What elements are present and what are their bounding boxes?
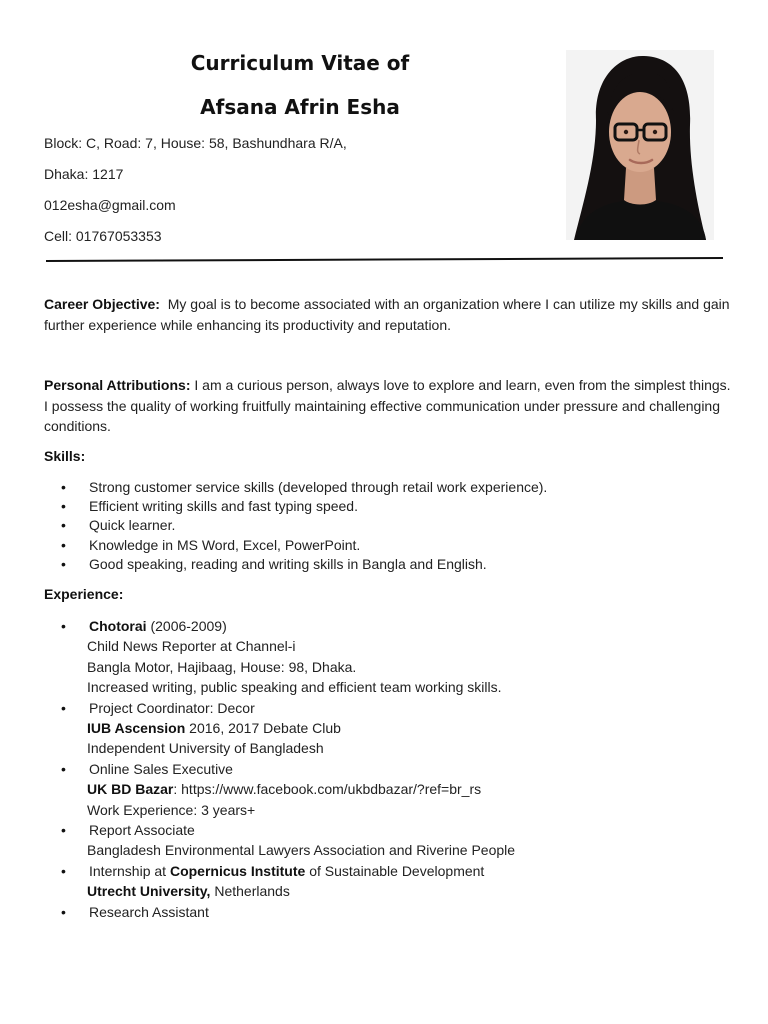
experience-country: Netherlands [214, 883, 290, 900]
experience-org: IUB Ascension [87, 720, 186, 737]
experience-suffix: of Sustainable Development [309, 862, 485, 879]
personal-attributions-label: Personal Attributions: [44, 377, 191, 393]
skills-heading: Skills: [44, 448, 86, 464]
experience-detail: 2016, 2017 Debate Club [189, 720, 341, 737]
experience-org: UK BD Bazar [87, 781, 174, 798]
experience-prefix: Internship at [89, 862, 167, 879]
experience-org-line [87, 718, 746, 738]
experience-org: Chotorai [89, 618, 147, 634]
header-divider [46, 257, 723, 262]
profile-photo [566, 50, 714, 240]
experience-item-chotorai [66, 616, 746, 698]
skill-item: • Efficient writing skills and fast typing speed. [66, 497, 746, 516]
experience-role: Project Coordinator: Decor [89, 699, 255, 716]
experience-role: Research Assistant [89, 903, 209, 920]
experience-item-internship [66, 861, 746, 902]
experience-org-line: Bangladesh Environmental Lawyers Association and Riverine People [87, 842, 516, 859]
experience-institution: Independent University of Bangladesh [87, 740, 324, 757]
experience-item-bela [66, 820, 746, 861]
experience-role: Child News Reporter at Channel-i [87, 638, 296, 655]
career-objective [44, 294, 734, 335]
career-objective-text: My goal is to become associated with an organization where I can utilize my skills and gain further experience while enhancing its productivity and reputation. [44, 296, 730, 333]
email-text: 012esha@gmail.com [44, 197, 176, 213]
experience-item-research [66, 902, 746, 922]
experience-url: : https://www.facebook.com/ukbdbazar/?ref=br_rs [173, 781, 482, 798]
experience-item-iub [66, 698, 746, 759]
skill-item: • Quick learner. [66, 516, 746, 535]
experience-years: (2006-2009) [150, 618, 227, 634]
experience-heading: Experience: [44, 586, 124, 602]
experience-org: Copernicus Institute [169, 862, 306, 879]
experience-role: Report Associate [89, 822, 195, 839]
experience-detail: Increased writing, public speaking and efficient team working skills. [87, 679, 502, 696]
personal-attributions [44, 375, 734, 437]
experience-address: Bangla Motor, Hajibaag, House: 98, Dhaka. [87, 658, 357, 675]
skills-list [66, 478, 746, 574]
cv-title: Curriculum Vitae of [190, 51, 410, 75]
experience-university: Utrecht University, [87, 883, 211, 900]
experience-org-line [87, 779, 746, 799]
career-objective-label: Career Objective: [44, 296, 160, 312]
address-line-1: Block: C, Road: 7, House: 58, Bashundhara R/A, [44, 135, 347, 151]
address-line-2: Dhaka: 1217 [44, 166, 124, 182]
skill-item: • Good speaking, reading and writing skills in Bangla and English. [66, 555, 746, 574]
experience-role: Online Sales Executive [89, 760, 233, 777]
cell-number: Cell: 01767053353 [44, 228, 162, 244]
personal-attributions-text: I am a curious person, always love to explore and learn, even from the simplest things. I possess the quality of working fruitfully maintaining effective communication under pressure and challenging conditions. [44, 377, 731, 434]
skill-item: • Strong customer service skills (developed through retail work experience). [66, 478, 746, 497]
skill-item: • Knowledge in MS Word, Excel, PowerPoint. [66, 536, 746, 555]
cv-name: Afsana Afrin Esha [200, 95, 400, 119]
experience-university-line [87, 881, 746, 901]
experience-list [66, 616, 746, 922]
experience-item-ukbd [66, 759, 746, 820]
experience-duration: Work Experience: 3 years+ [87, 801, 256, 818]
